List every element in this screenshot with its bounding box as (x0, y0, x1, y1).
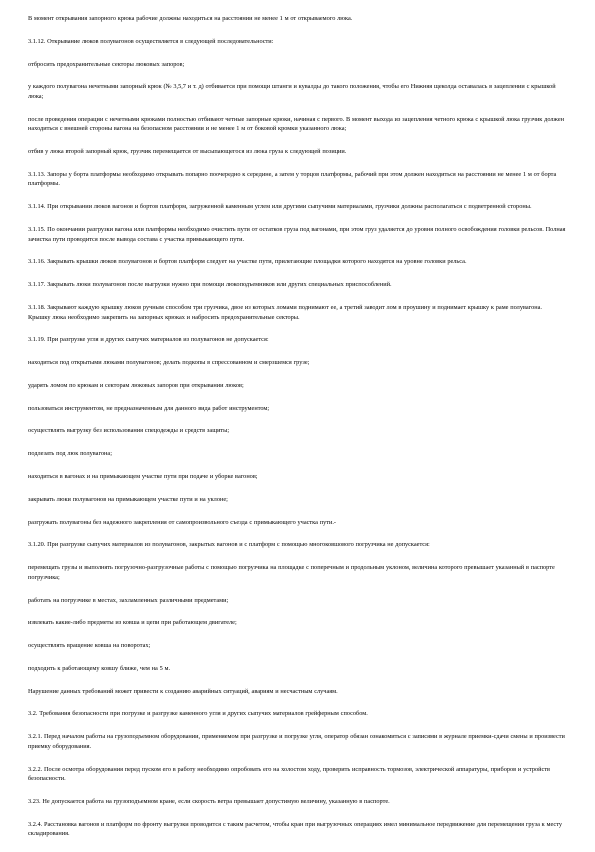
paragraph-3-2-1: 3.2.1. Перед началом работы на грузоподъемном оборудовании, применяемом при разгрузке и погрузке угля, оператор обязан ознакомиться с записями в журнале приемки-сдачи смены и произвести приемку оборудования. (28, 733, 565, 750)
list-item-hit-hooks: ударять ломом по крюкам и секторам люковых запоров при открывании люков; (28, 381, 244, 389)
paragraph-3-1-16: 3.1.16. Закрывать крышки люков полувагонов и бортов платформ следует на участке пути, прилегающие площадки которого находятся на уровне головки рельса. (28, 258, 467, 266)
list-item-under-hatches: находиться под открытыми люками полувагонов; делать подкопы в спрессованном и смерзшемся грузе; (28, 359, 310, 367)
document-page (28, 14, 566, 852)
paragraph-3-1-14: 3.1.14. При открывании люков вагонов и бортов платформ, загруженной каменным углем или другими сыпучими материалами, грузчики должны располагаться с подветренной стороны. (28, 203, 532, 211)
paragraph-3-1-18: 3.1.18. Закрывают каждую крышку люков ручным способом три грузчика, двое из которых ломами поднимают ее, а третий заводит лом в проушину и поднимает крышку к раме полувагона. Крышку люка необходимо закрепить на запорных крюках и набросить предохранительные секторы. (28, 303, 542, 321)
paragraph-second-hook: отбив у люка второй запорный крюк, грузчик перемещается от высыпающегося из люка груза к следующей позиции. (28, 148, 347, 156)
list-item-slope-work: перемещать грузы и выполнять погрузочно-разгрузочные работы с помощью погрузчика на площадке с поперечным и продольным уклоном, величина которого превышает указанный в паспорте погрузчика; (28, 564, 555, 581)
paragraph-3-1-12: 3.1.12. Открывание люков полувагонов осуществляется в следующей последовательности: (28, 37, 274, 45)
paragraph-3-1-15: 3.1.15. По окончании разгрузки вагона или платформы необходимо очистить пути от остатков груза под вагонами, при этом груз удаляется до уровня полного освобождения головки рельсов. Полная зачистка пути проводится после вывода состава с участка примыкающего пути. (28, 226, 566, 243)
list-item-in-wagons: находиться в вагонах и на примыкающем участке пути при подаче и уборке вагонов; (28, 473, 258, 481)
paragraph-3-1-19: 3.1.19. При разгрузке угля и других сыпучих материалов из полувагонов не допускается: (28, 336, 269, 344)
paragraph-3-2-3: 3.23. Не допускается работа на грузоподъемном кране, если скорость ветра превышает допустимую величину, указанную в паспорте. (28, 797, 390, 805)
list-item-under-hatch: подлезать под люк полувагона; (28, 450, 112, 458)
paragraph-3-2-2: 3.2.2. После осмотра оборудования перед пуском его в работу необходимо опробовать его на холостом ходу, проверить исправность тормозов, электрической аппаратуры, приборов и устройств безопасности. (28, 765, 551, 783)
paragraph-open-hook-distance: В момент открывания запорного крюка рабочие должны находиться на расстоянии не менее 1 м от открываемого люка. (28, 15, 353, 22)
paragraph-safety-sectors: отбросить предохранительные секторы люковых запоров; (28, 60, 185, 68)
list-item-unsecured: разгружать полувагоны без надежного закрепления от самопроизвольного съезда с примыкающего участка пути.- (28, 518, 337, 526)
list-item-remove-objects: извлекать какие-либо предметы из ковша и цепи при работающем двигателе; (28, 619, 237, 627)
paragraph-odd-hooks: у каждого полувагона нечетными запорный крюк (№ 3,5,7 и т. д) отбивается при помощи штанги и кувалды до такого положения, чтобы его Нижняя щеколда оставалась в зацеплении с крышкой люка; (28, 83, 556, 100)
list-item-no-protection: осуществлять выгрузку без использования спецодежды и средств защиты; (28, 427, 230, 435)
list-item-cluttered: работать на погрузчике в местах, захламленных различными предметами; (28, 596, 229, 604)
list-item-approach-bucket: подходить к работающему ковшу ближе, чем на 5 м. (28, 664, 171, 672)
list-item-wrong-tools: пользоваться инструментом, не предназначенным для данного вида работ инструментом; (28, 404, 270, 412)
paragraph-violation-consequences: Нарушение данных требований может привести к созданию аварийных ситуаций, авариям и несчастным случаям. (28, 687, 338, 695)
paragraph-3-2: 3.2. Требования безопасности при погрузке и разгрузке каменного угля и других сыпучих материалов грейферным способом. (28, 710, 368, 718)
list-item-close-on-slope: закрывать люки полувагонов на примыкающем участке пути и на уклоне; (28, 495, 228, 503)
paragraph-even-hooks: после проведения операции с нечетными крюками полностью отбивают четные запорные крюки, начиная с первого. В момент выхода из зацепления четного крюка с крышкой люка грузчик должен находиться с внешней стороны вагона на безопасном расстоянии и не менее 1 м от боковой кромки указанного люка; (28, 115, 564, 133)
paragraph-3-1-13: 3.1.13. Запоры у борта платформы необходимо открывать попарно поочередно к середине, а затем у торцов платформы, рабочий при этом должен находиться на расстоянии не менее 1 м от борта платформы. (28, 170, 557, 188)
paragraph-3-1-17: 3.1.17. Закрывать люки полувагонов после выгрузки нужно при помощи люкоподъемников или других специальных приспособлений. (28, 281, 392, 289)
paragraph-3-2-4: 3.2.4. Расстановка вагонов и платформ по фронту выгрузки проводится с таким расчетом, чтобы кран при выгрузочных операциях имел минимальное передвижение для перемещения груза к месту складирования. (28, 820, 563, 838)
paragraph-3-1-20: 3.1.20. При разгрузке сыпучих материалов из полувагонов, закрытых вагонов и с платформ с помощью многоковшового погрузчика не допускается: (28, 541, 430, 549)
list-item-rotate-bucket: осуществлять вращение ковша на поворотах; (28, 642, 151, 650)
